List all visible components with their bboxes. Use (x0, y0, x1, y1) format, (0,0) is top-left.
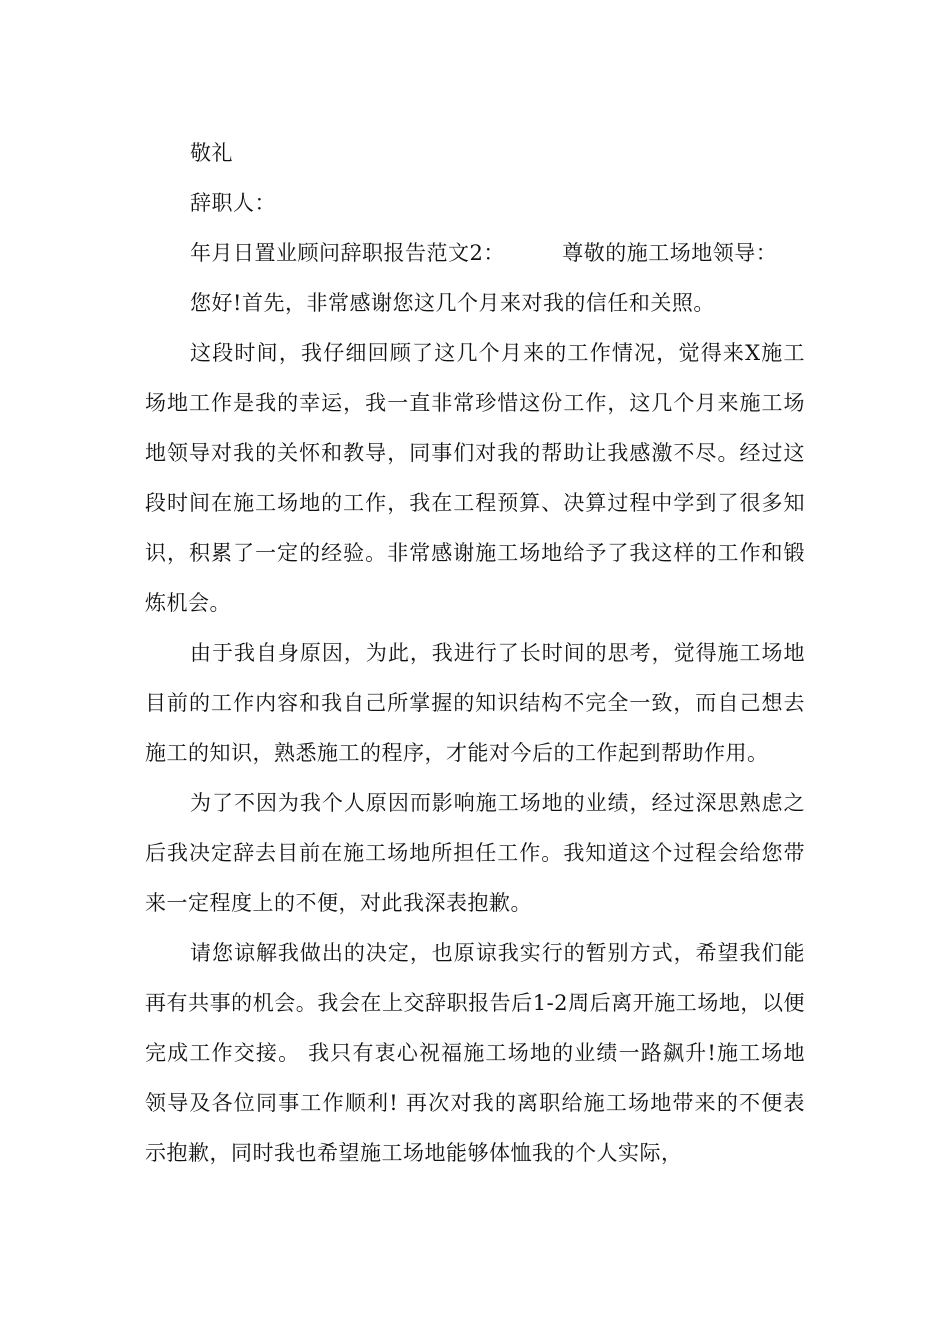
salutation: 尊敬的施工场地领导： (562, 241, 778, 265)
paragraph-review: 这段时间，我仔细回顾了这几个月来的工作情况，觉得来X施工场地工作是我的幸运，我一直非常珍惜这份工作，这几个月来施工场地领导对我的关怀和教导，同事们对我的帮助让我感激不尽。经过这段时间在施工场地的工作，我在工程预算、决算过程中学到了很多知识，积累了一定的经验。非常感谢施工场地给予了我这样的工作和锻炼机会。 (145, 341, 805, 615)
letter-body (145, 128, 805, 1178)
paragraph-decision: 为了不因为我个人原因而影响施工场地的业绩，经过深思熟虑之后我决定辞去目前在施工场地所担任工作。我知道这个过程会给您带来一定程度上的不便，对此我深表抱歉。 (145, 791, 805, 915)
paragraph-greeting: 您好!首先，非常感谢您这几个月来对我的信任和关照。 (190, 291, 715, 315)
line-gap (505, 241, 562, 265)
signer-label: 辞职人： (190, 191, 276, 215)
date-title-line (145, 228, 805, 278)
paragraph-reason: 由于我自身原因，为此，我进行了长时间的思考，觉得施工场地目前的工作内容和我自己所掌握的知识结构不完全一致，而自己想去施工的知识，熟悉施工的程序，才能对今后的工作起到帮助作用。 (145, 641, 805, 765)
paragraph-request: 请您谅解我做出的决定，也原谅我实行的暂别方式，希望我们能再有共事的机会。我会在上交辞职报告后1-2周后离开施工场地，以便完成工作交接。 我只有衷心祝福施工场地的业绩一路飙升!施工场地领导及各位同事工作顺利! 再次对我的离职给施工场地带来的不便表示抱歉，同时我也希望施工场地能够体恤我的个人实际， (145, 941, 805, 1165)
closing-line: 敬礼 (190, 141, 233, 165)
date-title-left: 年月日置业顾问辞职报告范文2： (190, 241, 505, 265)
